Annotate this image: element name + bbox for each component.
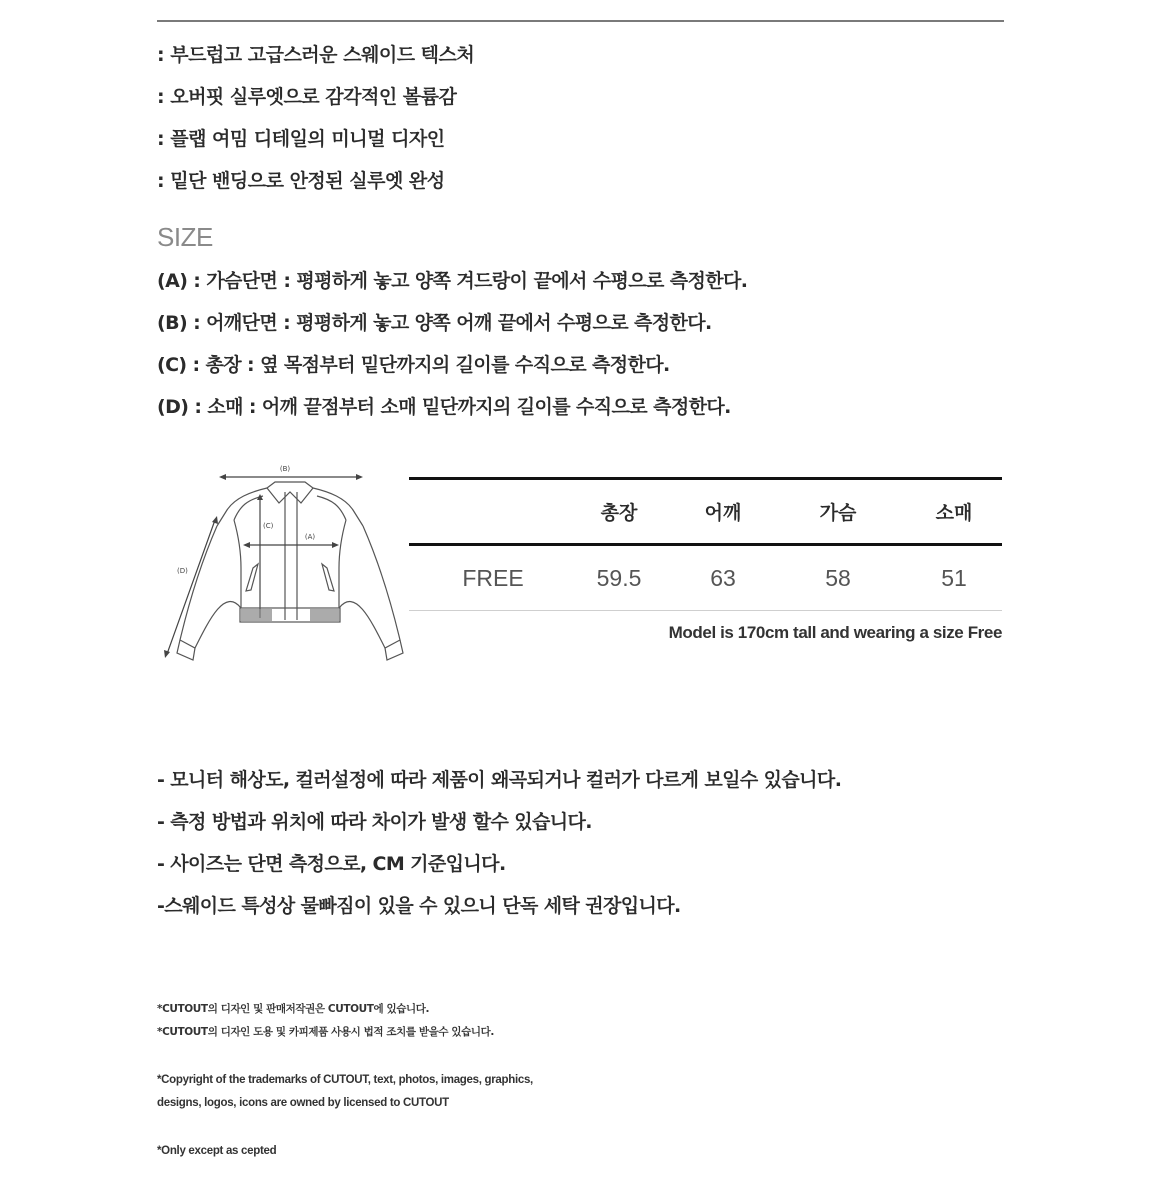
size-table — [409, 477, 1002, 611]
label-d: (D) — [177, 567, 188, 575]
feature-item: : 오버핏 실루엣으로 감각적인 볼륨감 — [157, 86, 457, 108]
note-item: - 측정 방법과 위치에 따라 차이가 발생 할수 있습니다. — [157, 811, 592, 833]
legal-en-line: *Copyright of the trademarks of CUTOUT, text, photos, images, graphics, — [157, 1074, 533, 1086]
size-label: FREE — [462, 564, 524, 591]
header-sleeve: 소매 — [935, 502, 973, 524]
feature-item: : 부드럽고 고급스러운 스웨이드 텍스처 — [157, 44, 475, 66]
jacket-flat-sketch-icon — [155, 458, 415, 678]
feature-item: : 밑단 밴딩으로 안정된 실루엣 완성 — [157, 170, 445, 192]
label-c: (C) — [263, 522, 274, 530]
note-item: - 모니터 해상도, 컬러설정에 따라 제품이 왜곡되거나 컬러가 다르게 보일수 있습니다. — [157, 769, 842, 791]
value-shoulder: 63 — [710, 564, 736, 591]
table-header-row — [409, 480, 1002, 543]
measurement-item-c: (C) : 총장 : 옆 목점부터 밑단까지의 길이를 수직으로 측정한다. — [157, 354, 670, 376]
measurement-guide — [157, 266, 747, 434]
legal-ko-line: *CUTOUT의 디자인 및 판매저작권은 CUTOUT에 있습니다. — [157, 1003, 430, 1015]
value-sleeve: 51 — [941, 564, 967, 591]
measurement-item-d: (D) : 소매 : 어깨 끝점부터 소매 밑단까지의 길이를 수직으로 측정한다. — [157, 396, 731, 418]
table-bottom-rule — [409, 610, 1002, 611]
model-note: Model is 170cm tall and wearing a size Free — [668, 623, 1002, 642]
label-b: (B) — [279, 465, 291, 473]
note-item: -스웨이드 특성상 물빠짐이 있을 수 있으니 단독 세탁 권장입니다. — [157, 895, 681, 917]
value-length: 59.5 — [596, 564, 642, 591]
size-section-title: SIZE — [157, 222, 213, 252]
value-chest: 58 — [825, 564, 851, 591]
top-divider — [157, 20, 1004, 22]
header-length: 총장 — [600, 502, 638, 524]
measurement-item-a: (A) : 가슴단면 : 평평하게 놓고 양쪽 겨드랑이 끝에서 수평으로 측정한다. — [157, 270, 748, 292]
legal-ko-line: *CUTOUT의 디자인 도용 및 카피제품 사용시 법적 조치를 받을수 있습니다. — [157, 1026, 494, 1038]
header-shoulder: 어깨 — [704, 502, 742, 524]
care-notes — [157, 765, 841, 933]
label-a: (A) — [304, 533, 316, 541]
measurement-item-b: (B) : 어깨단면 : 평평하게 놓고 양쪽 어깨 끝에서 수평으로 측정한다. — [157, 312, 712, 334]
legal-exception: *Only except as cepted — [157, 1145, 277, 1157]
feature-list — [157, 40, 474, 208]
legal-notice — [157, 1000, 533, 1165]
feature-item: : 플랩 여밈 디테일의 미니멀 디자인 — [157, 128, 445, 150]
header-chest: 가슴 — [819, 502, 857, 524]
legal-en-line: designs, logos, icons are owned by licensed to CUTOUT — [157, 1097, 449, 1109]
note-item: - 사이즈는 단면 측정으로, CM 기준입니다. — [157, 853, 506, 875]
table-row — [409, 546, 1002, 610]
